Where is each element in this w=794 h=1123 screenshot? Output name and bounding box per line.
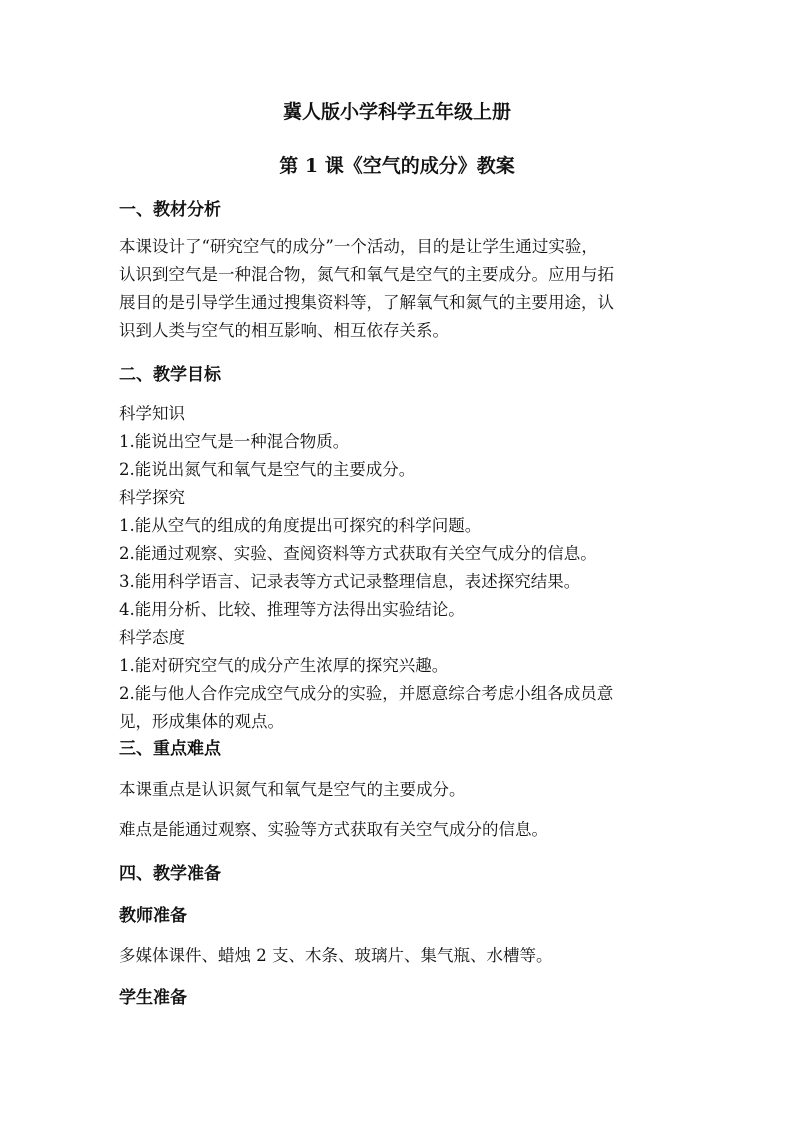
list-item: 2.能通过观察、实验、查阅资料等方式获取有关空气成分的信息。: [119, 544, 597, 563]
list-item: 1.能从空气的组成的角度提出可探究的科学问题。: [119, 516, 482, 535]
list-item: 见，形成集体的观点。: [119, 712, 284, 731]
list-item: 2.能与他人合作完成空气成分的实验，并愿意综合考虑小组各成员意: [119, 684, 614, 703]
list-item: 4.能用分析、比较、推理等方法得出实验结论。: [119, 600, 465, 619]
list-item: 3.能用科学语言、记录表等方式记录整理信息，表述探究结果。: [119, 572, 581, 591]
list-item: 1.能说出空气是一种混合物质。: [119, 432, 350, 451]
paragraph-line: 本课设计了“研究空气的成分”一个活动，目的是让学生通过实验，: [119, 237, 598, 256]
lesson-title: 第 1 课《空气的成分》教案: [279, 155, 515, 177]
subheading-student-preparation: 学生准备: [119, 988, 187, 1008]
subheading-teacher-preparation: 教师准备: [119, 906, 187, 926]
section-heading-key-difficulty: 三、重点难点: [119, 739, 221, 759]
paragraph-line: 展目的是引导学生通过搜集资料等，了解氧气和氮气的主要用途，认: [119, 293, 614, 312]
list-item: 1.能对研究空气的成分产生浓厚的探究兴趣。: [119, 656, 449, 675]
subheading-science-inquiry: 科学探究: [119, 488, 185, 507]
teacher-materials-text: 多媒体课件、蜡烛 2 支、木条、玻璃片、集气瓶、水槽等。: [119, 946, 553, 965]
difficulty-text: 难点是能通过观察、实验等方式获取有关空气成分的信息。: [119, 820, 548, 839]
paragraph-line: 识到人类与空气的相互影响、相互依存关系。: [119, 321, 449, 340]
paragraph-line: 认识到空气是一种混合物，氮气和氧气是空气的主要成分。应用与拓: [119, 265, 614, 284]
section-heading-textbook-analysis: 一、教材分析: [119, 200, 221, 220]
document-title: 冀人版小学科学五年级上册: [282, 101, 511, 123]
subheading-science-attitude: 科学态度: [119, 628, 185, 647]
section-heading-preparation: 四、教学准备: [119, 864, 221, 884]
key-point-text: 本课重点是认识氮气和氧气是空气的主要成分。: [119, 780, 466, 799]
section-heading-teaching-goals: 二、教学目标: [119, 365, 221, 385]
subheading-science-knowledge: 科学知识: [119, 404, 185, 423]
list-item: 2.能说出氮气和氧气是空气的主要成分。: [119, 460, 416, 479]
